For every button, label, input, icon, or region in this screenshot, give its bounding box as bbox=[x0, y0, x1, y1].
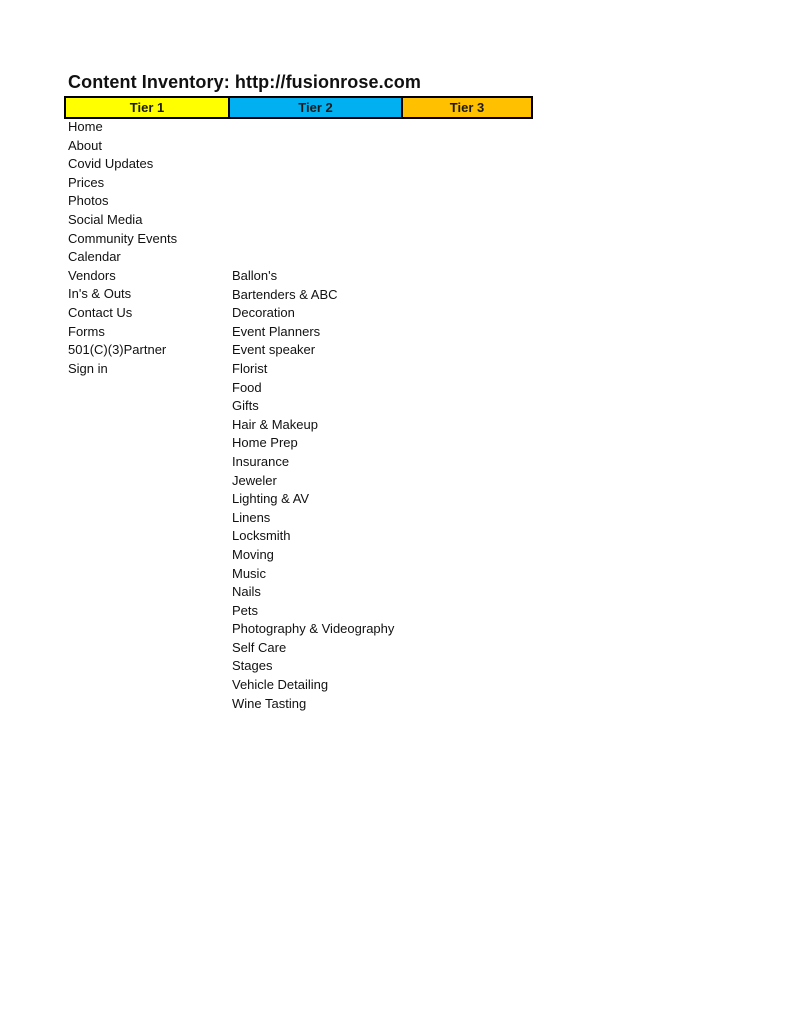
tier-1-item: Sign in bbox=[68, 360, 108, 376]
tier-2-item: Gifts bbox=[232, 398, 259, 414]
tier-2-item: Event speaker bbox=[232, 342, 316, 358]
tier-2-item: Bartenders & ABC bbox=[232, 286, 338, 302]
tier-2-header-label: Tier 2 bbox=[298, 100, 333, 115]
tier-3-header bbox=[403, 98, 531, 117]
tier-2-item: Food bbox=[232, 379, 262, 395]
tier-2-list bbox=[232, 267, 394, 713]
tier-2-item: Nails bbox=[232, 584, 261, 600]
tier-2-header bbox=[230, 98, 403, 117]
tier-1-item: About bbox=[68, 137, 102, 153]
tier-2-item: Vehicle Detailing bbox=[232, 677, 329, 693]
tier-2-item: Locksmith bbox=[232, 528, 291, 544]
tier-1-item: In's & Outs bbox=[68, 286, 132, 302]
tier-2-item: Insurance bbox=[232, 453, 290, 469]
page-title: Content Inventory: http://fusionrose.com bbox=[68, 72, 421, 92]
tier-1-item: Home bbox=[68, 119, 103, 134]
tier-1-item: Photos bbox=[68, 193, 109, 209]
tier-1-item: Forms bbox=[68, 323, 105, 339]
tier-1-item: Vendors bbox=[68, 267, 116, 283]
tier-1-header-label: Tier 1 bbox=[129, 100, 165, 115]
tier-2-item: Event Planners bbox=[232, 323, 321, 339]
tier-2-item: Pets bbox=[232, 602, 259, 618]
tier-1-item: Prices bbox=[68, 174, 105, 190]
tier-1-item: Calendar bbox=[68, 249, 121, 265]
tier-2-item: Hair & Makeup bbox=[232, 416, 318, 432]
tier-3-header-label: Tier 3 bbox=[449, 100, 485, 115]
tier-2-item: Ballon's bbox=[232, 268, 278, 283]
tier-2-item: Wine Tasting bbox=[232, 695, 307, 711]
tier-header-row bbox=[64, 96, 533, 119]
tier-2-item: Home Prep bbox=[232, 435, 298, 451]
tier-2-item: Florist bbox=[232, 360, 268, 376]
tier-1-item: 501(C)(3)Partner bbox=[68, 342, 167, 358]
tier-2-item: Jeweler bbox=[232, 472, 277, 488]
tier-2-item: Stages bbox=[232, 658, 273, 674]
tier-1-list bbox=[68, 118, 177, 378]
tier-2-item: Photography & Videography bbox=[232, 621, 395, 637]
tier-1-header bbox=[66, 98, 230, 117]
tier-1-item: Contact Us bbox=[68, 304, 133, 320]
tier-1-item: Social Media bbox=[68, 211, 143, 227]
tier-2-item: Moving bbox=[232, 546, 274, 562]
tier-1-item: Covid Updates bbox=[68, 156, 154, 172]
tier-2-item: Music bbox=[232, 565, 266, 581]
tier-2-item: Lighting & AV bbox=[232, 491, 310, 507]
tier-2-item: Self Care bbox=[232, 639, 287, 655]
tier-2-item: Linens bbox=[232, 509, 271, 525]
tier-2-item: Decoration bbox=[232, 305, 295, 321]
tier-1-item: Community Events bbox=[68, 230, 178, 246]
